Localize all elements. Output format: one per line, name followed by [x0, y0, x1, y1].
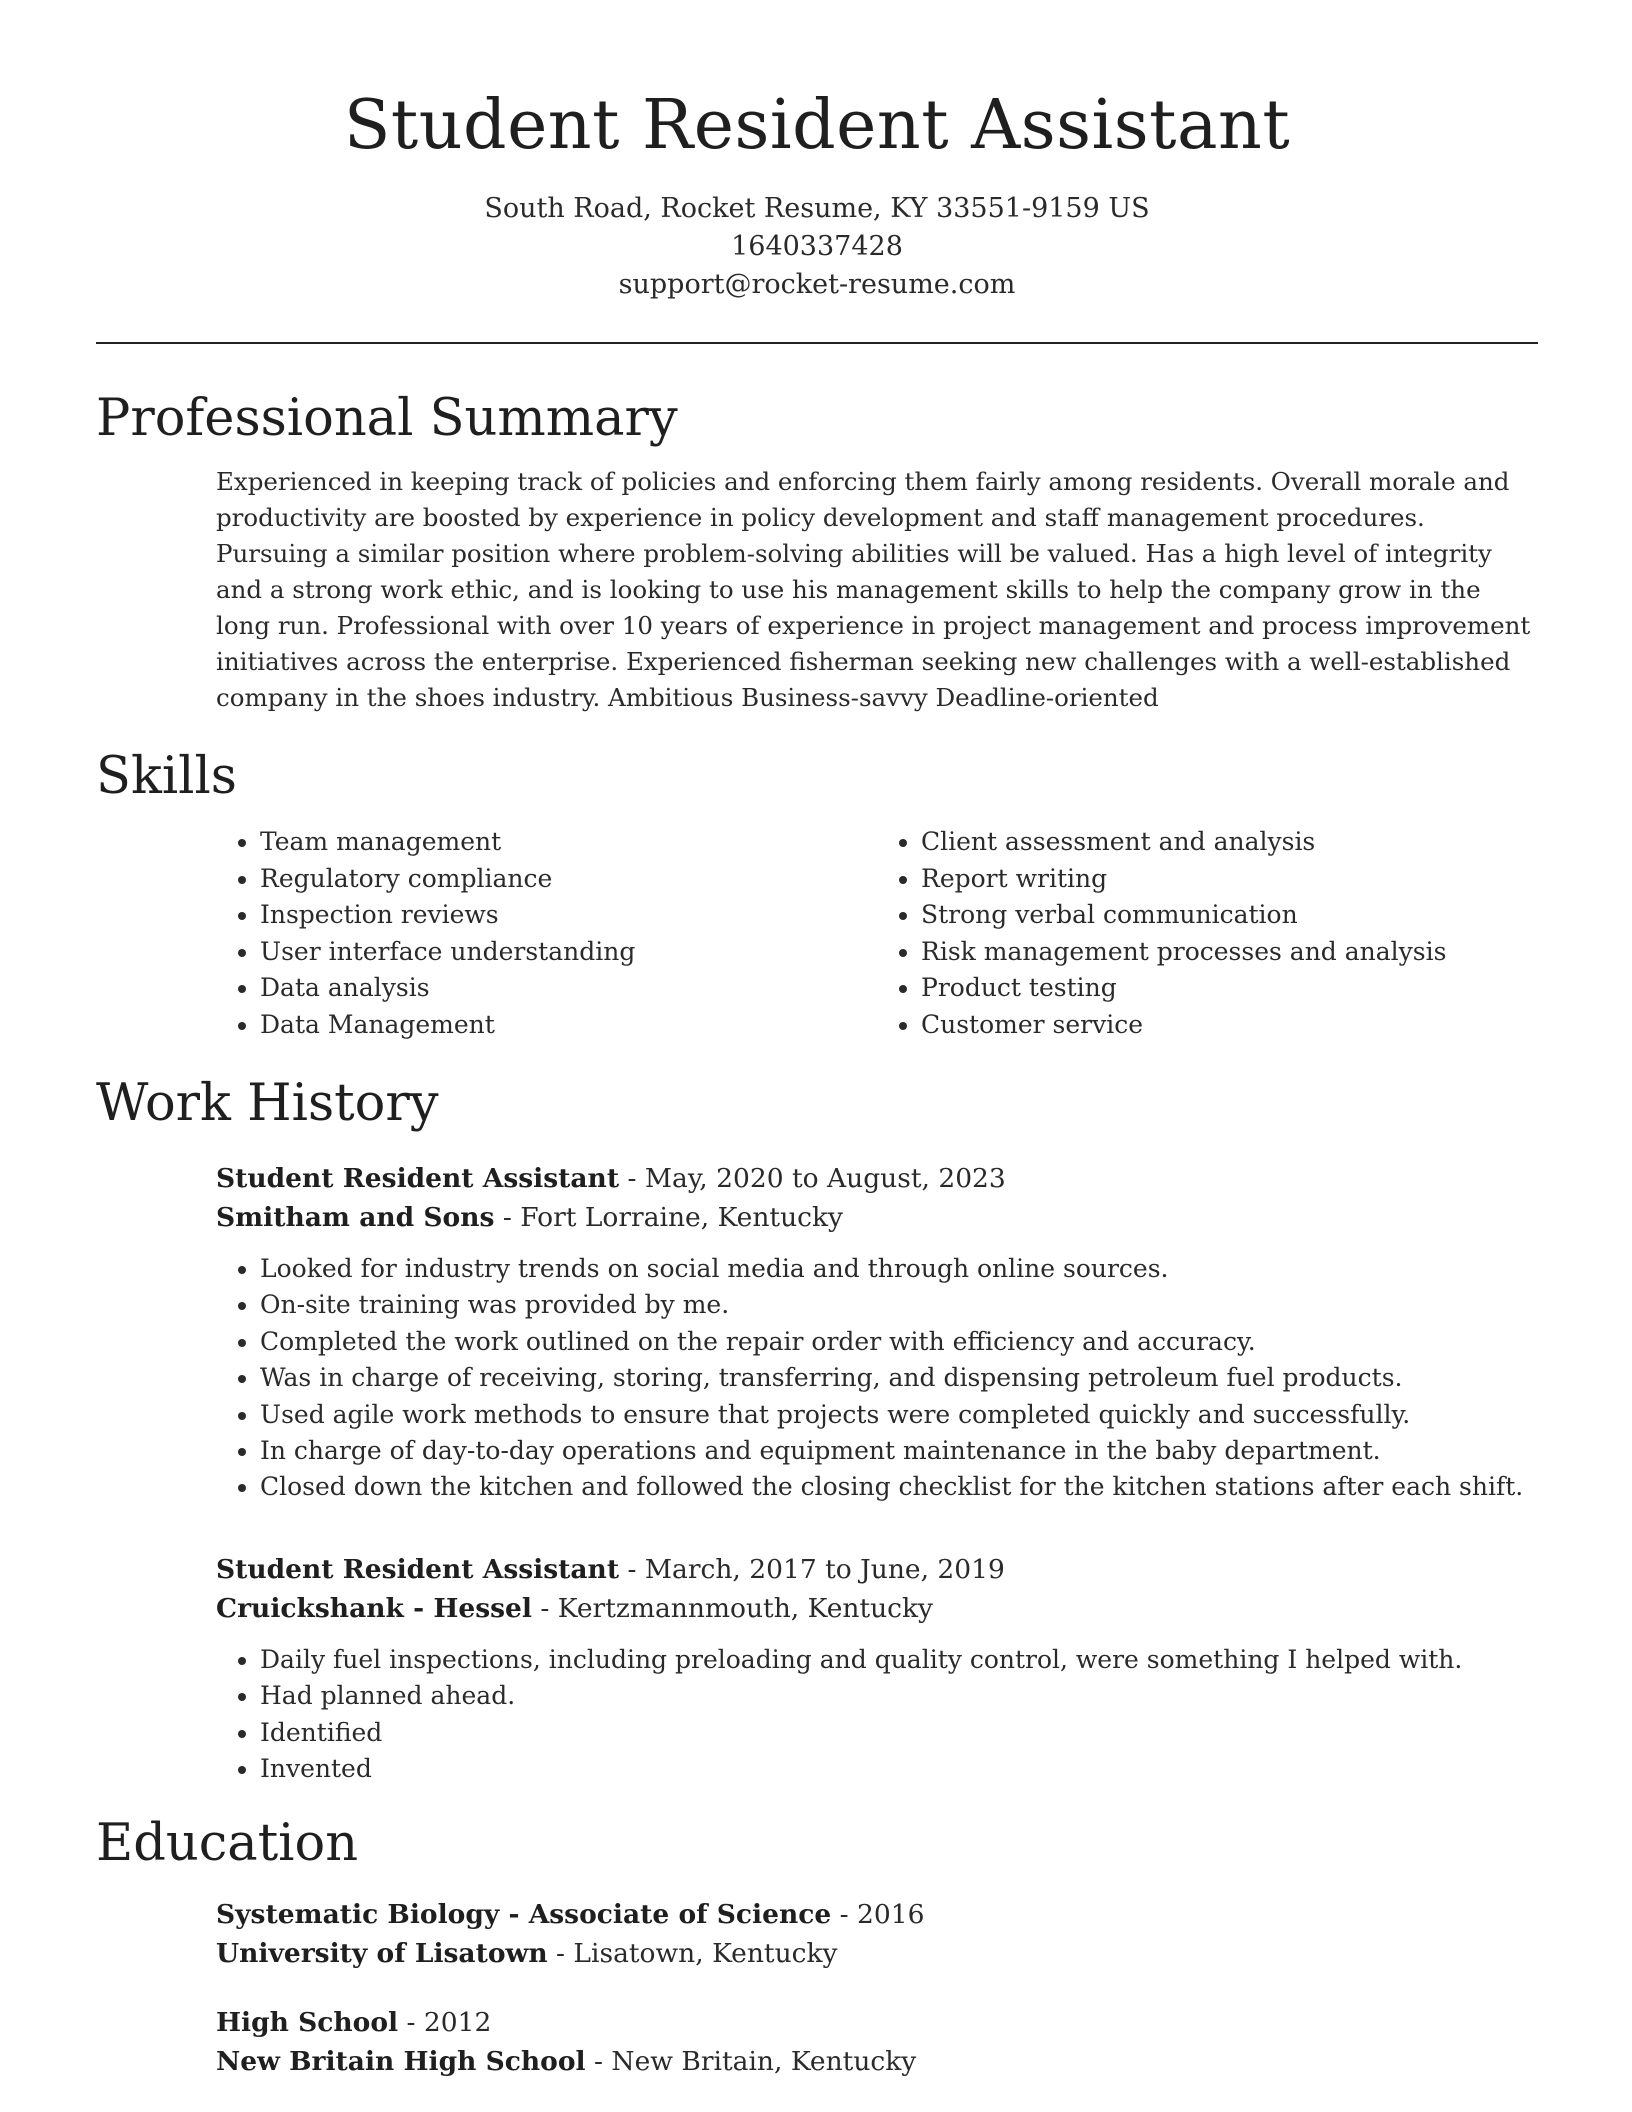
education-degree: Systematic Biology - Associate of Science — [216, 1899, 832, 1931]
job-bullet: • Closed down the kitchen and followed the closing checklist for the kitchen stations after each shift. — [260, 1469, 1538, 1505]
education-section — [216, 1895, 1538, 2081]
education-location: - New Britain, Kentucky — [585, 2046, 917, 2078]
job-location: - Kertzmannmouth, Kentucky — [531, 1592, 934, 1624]
education-degree-line — [216, 2003, 1538, 2042]
job-bullets — [216, 1251, 1538, 1506]
skill-item: • Strong verbal communication — [921, 897, 1538, 934]
job-company: Cruickshank - Hessel — [216, 1592, 532, 1624]
education-degree-line — [216, 1895, 1538, 1934]
address: South Road, Rocket Resume, KY 33551-9159 US — [484, 193, 1150, 224]
skill-item: • Client assessment and analysis — [921, 824, 1538, 861]
job-bullet: • In charge of day-to-day operations and equipment maintenance in the baby department. — [260, 1433, 1538, 1469]
job-company: Smitham and Sons — [216, 1202, 495, 1233]
contact-info — [96, 190, 1538, 304]
job-company-line — [216, 1589, 1538, 1628]
skill-item: • Regulatory compliance — [260, 861, 877, 898]
job-role: Student Resident Assistant — [216, 1553, 620, 1585]
job-bullets — [216, 1642, 1538, 1788]
skill-item: • Team management — [260, 824, 877, 861]
job-company-line — [216, 1198, 1538, 1237]
skills-column-right — [877, 824, 1538, 1043]
job-dates: - March, 2017 to June, 2019 — [619, 1553, 1005, 1585]
skills-heading: Skills — [96, 747, 237, 806]
education-entry — [216, 1895, 1538, 1973]
header-divider — [96, 342, 1538, 344]
education-school-line — [216, 1934, 1538, 1973]
job-bullet: • Was in charge of receiving, storing, transferring, and dispensing petroleum fuel products. — [260, 1360, 1538, 1396]
job-bullet: • Used agile work methods to ensure that projects were completed quickly and successfully. — [260, 1397, 1538, 1433]
skill-item: • Inspection reviews — [260, 897, 877, 934]
work-history-section — [216, 1159, 1538, 1787]
job-title-line — [216, 1159, 1538, 1198]
job-bullet: • Had planned ahead. — [260, 1678, 1538, 1714]
education-school-line — [216, 2042, 1538, 2081]
job-bullet: • Invented — [260, 1751, 1538, 1787]
work-history-heading: Work History — [96, 1074, 439, 1133]
job-entry — [216, 1550, 1538, 1788]
skill-item: • Risk management processes and analysis — [921, 934, 1538, 971]
job-entry — [216, 1159, 1538, 1506]
summary-section — [216, 464, 1538, 716]
education-entry — [216, 2003, 1538, 2081]
education-school: University of Lisatown — [216, 1938, 548, 1970]
education-year: - 2016 — [831, 1899, 925, 1931]
summary-heading: Professional Summary — [96, 389, 678, 448]
education-year: - 2012 — [398, 2007, 492, 2039]
skill-item: • Report writing — [921, 861, 1538, 898]
skill-item: • Customer service — [921, 1007, 1538, 1044]
skill-item: • User interface understanding — [260, 934, 877, 971]
job-bullet: • Daily fuel inspections, including preloading and quality control, were something I helped with. — [260, 1642, 1538, 1678]
job-dates: - May, 2020 to August, 2023 — [619, 1163, 1006, 1194]
skill-item: • Product testing — [921, 970, 1538, 1007]
job-bullet: • Completed the work outlined on the repair order with efficiency and accuracy. — [260, 1324, 1538, 1360]
skill-item: • Data Management — [260, 1007, 877, 1044]
skill-item: • Data analysis — [260, 970, 877, 1007]
resume-header — [96, 0, 1538, 304]
job-location: - Fort Lorraine, Kentucky — [494, 1202, 844, 1233]
skills-column-left — [216, 824, 877, 1043]
job-title-line — [216, 1550, 1538, 1589]
education-location: - Lisatown, Kentucky — [547, 1938, 838, 1970]
education-school: New Britain High School — [216, 2046, 586, 2078]
job-bullet: • Looked for industry trends on social media and through online sources. — [260, 1251, 1538, 1287]
skills-section — [216, 824, 1538, 1043]
education-heading: Education — [96, 1814, 359, 1874]
candidate-name: Student Resident Assistant — [343, 86, 1291, 165]
email: support@rocket-resume.com — [618, 269, 1016, 300]
job-role: Student Resident Assistant — [216, 1163, 620, 1194]
skills-grid — [216, 824, 1538, 1043]
summary-text: Experienced in keeping track of policies and enforcing them fairly among residents. Overall morale and productivity are boosted by experience in policy development and staff management procedures. Pursuing a similar position where problem-solving abilities will be valued. Has a high level of integrity and a strong work ethic, and is looking to use his management skills to help the company grow in the long run. Professional with over 10 years of experience in project management and process improvement initiatives across the enterprise. Experienced fisherman seeking new challenges with a well-established company in the shoes industry. Ambitious Business-savvy Deadline-oriented — [216, 467, 1531, 712]
job-bullet: • On-site training was provided by me. — [260, 1287, 1538, 1323]
education-degree: High School — [216, 2007, 399, 2039]
phone: 1640337428 — [731, 231, 903, 262]
resume-page — [96, 0, 1538, 2081]
job-bullet: • Identified — [260, 1715, 1538, 1751]
